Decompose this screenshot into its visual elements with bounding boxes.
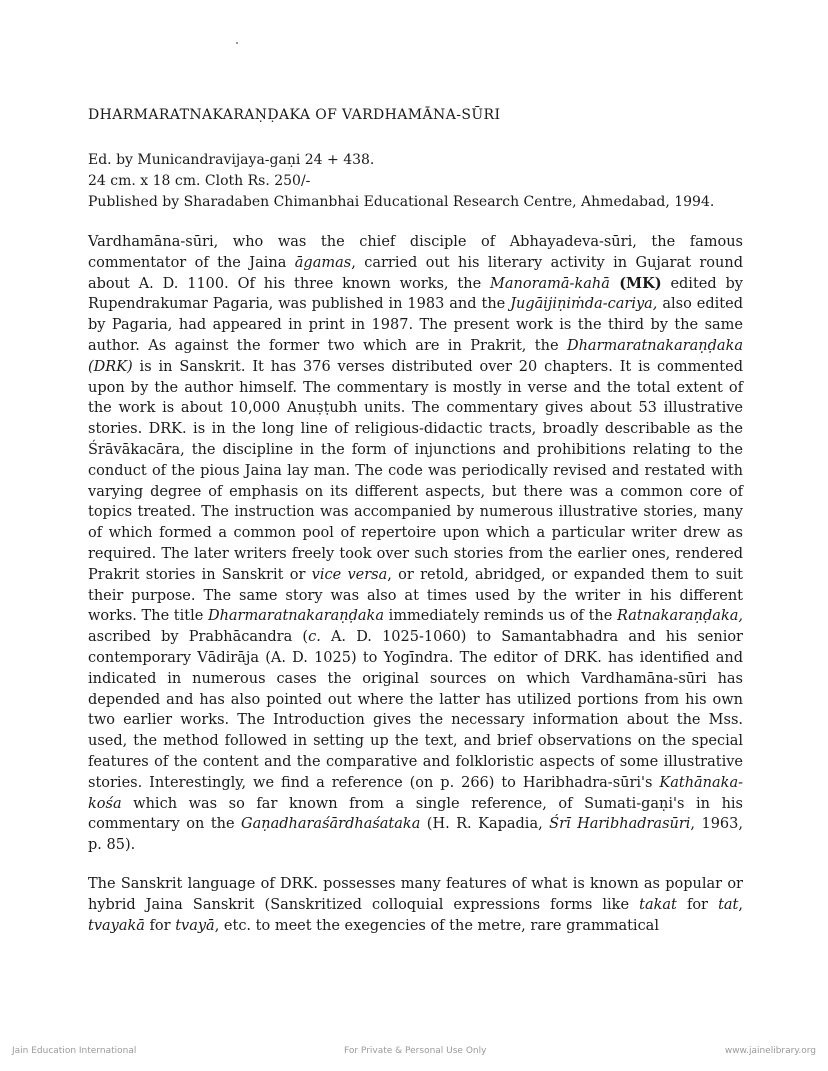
publisher-line: Published by Sharadaben Chimanbhai Educational Research Centre, Ahmedabad, 1994.: [88, 194, 715, 210]
editor-line: Ed. by Municandravijaya-gaṇi 24 + 438.: [88, 152, 375, 168]
text-run: Vardhamāna-sūri, who was the chief disciple of Abhayadeva-sūri, the famous commentator of the Jaina: [88, 234, 743, 271]
text-run: (H. R. Kapadia,: [420, 816, 550, 833]
italic-title: Gaṇadharaśārdhaśataka: [241, 816, 421, 833]
footer-center: For Private & Personal Use Only: [344, 1046, 487, 1056]
footer-left: Jain Education International: [12, 1046, 137, 1056]
text-run: edited by Rupendrakumar Pagaria, was published in 1983 and the: [88, 275, 743, 313]
text-run: , 1963, p. 85).: [88, 816, 743, 854]
text-run: for: [676, 896, 719, 913]
text-run: A. D. 1025-1060) to Samantabhadra and his senior contemporary Vādirāja (A. D. 1025) to Yogīndra. The editor of DRK. has identified and indicated in numerous cases the original sources on which Vardhamāna-sūri has depended and has also pointed out where the latter has utilized portions from his own two earlier works. The Introduction gives the necessary information about the Mss. used, the method followed in setting up the text, and brief observations on the special features of the content and the comparative and folkloristic aspects of some illustrative stories. Interestingly, we find a reference (on p. 266) to Haribhadra-sūri's: [88, 629, 743, 791]
italic-term: tvayā: [175, 917, 215, 934]
italic-title: Dharmaratnakaraṇḍaka (DRK): [88, 337, 743, 375]
footer-right-url[interactable]: www.jainelibrary.org: [724, 1046, 816, 1056]
text-run: immediately reminds us of the: [383, 608, 617, 625]
text-run: is in Sanskrit. It has 376 verses distributed over 20 chapters. It is commented upon by the author himself. The commentary is mostly in verse and the total extent of the work is about 10,000 Anuṣṭubh units. The commentary gives about 53 illustrative stories. DRK. is in the long line of religious-didactic tracts, broadly describable as the Śrāvākacāra, the discipline in the form of injunctions and prohibitions relating to the conduct of the pious Jaina lay man. The code was periodically revised and restated with varying degree of emphasis on its different aspects, but there was a common core of topics treated. The instruction was accompanied by numerous illustrative stories, many of which formed a common pool of repertoire upon which a particular writer drew as required. The later writers freely took over such stories from the earlier ones, rendered Prakrit stories in Sanskrit or: [88, 358, 743, 583]
text-run: , carried out his literary activity in Gujarat round about A. D. 1100. Of his three known works, the: [88, 254, 743, 292]
format-line: 24 cm. x 18 cm. Cloth Rs. 250/-: [88, 173, 311, 189]
text-run: ascribed by Prabhācandra (: [88, 629, 309, 646]
italic-term: takat: [639, 896, 677, 913]
italic-title: Ratnakaraṇḍaka,: [616, 608, 743, 625]
paragraph-1: [88, 232, 743, 856]
paragraph-2: [88, 874, 743, 936]
text-run: , etc. to meet the exegencies of the metre, rare grammatical: [214, 917, 659, 934]
text-run: for: [144, 917, 176, 934]
italic-term: tvayakā: [88, 917, 145, 934]
bold-abbrev: (MK): [609, 274, 662, 292]
review-body: [88, 232, 743, 936]
italic-term: āgamas: [294, 254, 352, 271]
text-run: ,: [738, 896, 743, 913]
publication-details: [88, 150, 714, 213]
text-run: The Sanskrit language of DRK. possesses many features of what is known as popular or hybrid Jaina Sanskrit (Sanskritized colloquial expressions forms like: [88, 875, 743, 913]
italic-title: Jugāijiṇiṁda-cariya,: [510, 296, 658, 313]
page-footer: [0, 1046, 828, 1060]
text-run: which was so far known from a single reference, of Sumati-gaṇi's in his commentary on the: [88, 795, 743, 833]
italic-title: Dharmaratnakaraṇḍaka: [207, 608, 384, 625]
italic-title: Śrī Haribhadrasūri: [549, 816, 691, 833]
review-heading: DHARMARATNAKARAṆḌAKA OF VARDHAMĀNA-SŪRI: [88, 107, 501, 123]
italic-term: tat: [718, 896, 739, 913]
italic-term: vice versa: [311, 566, 388, 583]
italic-title: Kathānaka-kośa: [88, 774, 743, 812]
italic-title: Manoramā-kahā: [490, 275, 610, 292]
text-run: , or retold, abridged, or expanded them to suit their purpose. The same story was also at times used by the writer in his different works. The title: [88, 566, 744, 625]
scan-speck: [236, 42, 238, 44]
italic-term: c.: [308, 629, 321, 646]
text-run: also edited by Pagaria, had appeared in print in 1987. The present work is the third by the same author. As against the former two which are in Prakrit, the: [88, 296, 743, 354]
